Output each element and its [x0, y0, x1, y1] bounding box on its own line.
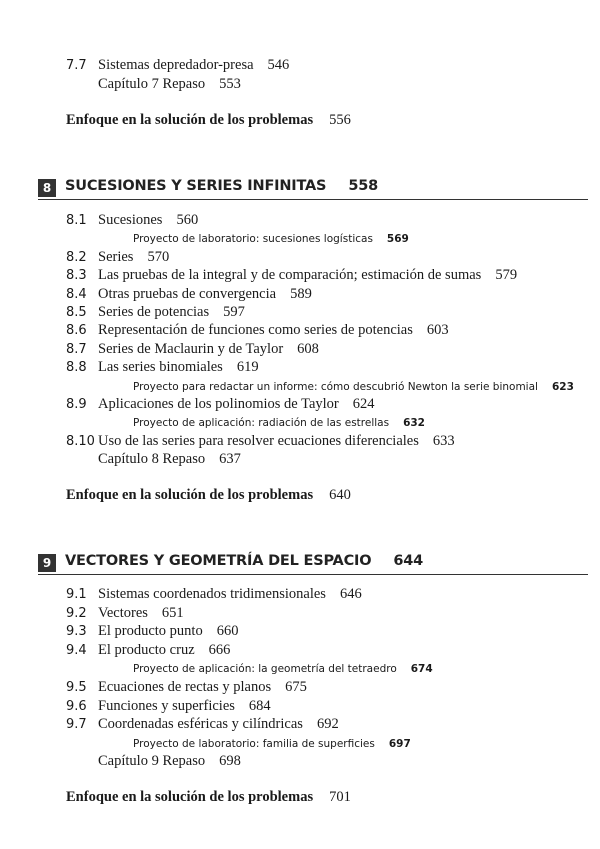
page-number: 697 — [388, 737, 411, 750]
chapter-title-text: VECTORES Y GEOMETRÍA DEL ESPACIO — [65, 553, 372, 569]
page-number: 701 — [329, 789, 351, 805]
section-number: 9.6 — [66, 698, 87, 714]
chapter-title-text: SUCESIONES Y SERIES INFINITAS — [65, 178, 327, 194]
toc-section[interactable] — [66, 697, 271, 715]
page-number: 560 — [176, 212, 199, 228]
toc-section[interactable] — [66, 211, 198, 229]
page-number: 637 — [219, 451, 241, 467]
section-number: 8.2 — [66, 249, 87, 265]
section-number: 8.1 — [66, 213, 87, 228]
section-number: 8.4 — [66, 286, 87, 302]
focus-title: Enfoque en la solución de los problemas — [66, 789, 314, 805]
chapter-9-header[interactable] — [38, 552, 588, 575]
toc-section[interactable] — [66, 340, 319, 358]
project-title: Proyecto de aplicación: la geometría del tetraedro — [133, 663, 397, 676]
toc-project[interactable] — [133, 659, 433, 677]
project-title: Proyecto de laboratorio: familia de superficies — [133, 737, 375, 750]
section-title: El producto cruz — [98, 641, 195, 658]
toc-section[interactable] — [66, 248, 169, 266]
page-number: 570 — [147, 248, 170, 265]
toc-section[interactable] — [66, 358, 259, 376]
page-number: 646 — [339, 586, 362, 602]
section-title: Vectores — [98, 604, 148, 621]
chapter-page: 558 — [348, 178, 378, 194]
section-title: Series de potencias — [98, 304, 210, 320]
chapter-title — [65, 553, 423, 569]
chapter-8-header[interactable] — [38, 177, 588, 200]
chapter-number-badge: 8 — [38, 179, 56, 197]
chapter-title — [65, 178, 378, 194]
review-title: Capítulo 9 Repaso — [98, 753, 206, 769]
chapter-number-badge: 9 — [38, 554, 56, 572]
section-title: El producto punto — [98, 623, 203, 640]
page-number: 666 — [208, 641, 231, 658]
toc-project[interactable] — [133, 734, 411, 752]
toc-project[interactable] — [133, 413, 425, 431]
section-number: 8.3 — [66, 268, 87, 284]
page-number: 698 — [219, 753, 241, 769]
section-number: 9.4 — [66, 642, 87, 658]
page-number: 684 — [248, 697, 271, 714]
page-number: 597 — [223, 304, 245, 320]
section-title: Sistemas coordenados tridimensionales — [98, 586, 326, 602]
toc-section[interactable] — [66, 715, 339, 733]
chapter-page: 644 — [393, 553, 424, 569]
toc-section[interactable] — [66, 266, 517, 284]
section-number: 8.6 — [66, 323, 87, 339]
section-number: 8.8 — [66, 360, 87, 376]
focus-title: Enfoque en la solución de los problemas — [66, 487, 314, 503]
page-number: 633 — [432, 432, 455, 449]
toc-focus-9[interactable] — [66, 788, 351, 806]
section-title: Las pruebas de la integral y de comparación; estimación de sumas — [98, 267, 482, 284]
page-number: 674 — [410, 663, 433, 676]
page-number: 556 — [329, 112, 351, 128]
review-title: Capítulo 7 Repaso — [98, 76, 206, 92]
toc-project[interactable] — [133, 377, 574, 395]
page-number: 569 — [386, 233, 409, 246]
toc-focus-8[interactable] — [66, 486, 351, 504]
page-number: 603 — [426, 322, 449, 339]
toc-review-8[interactable] — [98, 450, 241, 468]
focus-title: Enfoque en la solución de los problemas — [66, 112, 314, 128]
section-title: Sucesiones — [98, 212, 163, 228]
section-number: 8.9 — [66, 397, 87, 412]
page-number: 589 — [290, 285, 312, 302]
toc-section[interactable] — [66, 641, 230, 659]
page-number: 608 — [297, 340, 319, 357]
section-number: 8.7 — [66, 341, 87, 357]
section-title: Uso de las series para resolver ecuaciones diferenciales — [98, 432, 419, 449]
page-number: 660 — [216, 623, 239, 640]
toc-section[interactable] — [66, 622, 238, 640]
toc-section[interactable] — [66, 585, 362, 603]
page-number: 675 — [285, 679, 307, 695]
section-title: Representación de funciones como series de potencias — [98, 322, 413, 339]
page-number: 546 — [267, 57, 290, 73]
toc-section[interactable] — [66, 285, 312, 303]
section-number: 9.5 — [66, 680, 87, 695]
page-number: 624 — [352, 396, 375, 412]
section-number: 9.2 — [66, 605, 87, 621]
section-title: Otras pruebas de convergencia — [98, 285, 277, 302]
toc-section-7-7[interactable] — [66, 56, 289, 74]
toc-project[interactable] — [133, 229, 409, 247]
section-number: 9.3 — [66, 624, 87, 640]
page-number: 623 — [551, 380, 574, 393]
review-title: Capítulo 8 Repaso — [98, 451, 206, 467]
section-title: Las series binomiales — [98, 359, 223, 376]
project-title: Proyecto de laboratorio: sucesiones logísticas — [133, 233, 373, 246]
page-number: 579 — [495, 267, 518, 284]
page-number: 692 — [316, 716, 339, 733]
project-title: Proyecto para redactar un informe: cómo descubrió Newton la serie binomial — [133, 380, 538, 393]
toc-section[interactable] — [66, 432, 455, 450]
section-number: 7.7 — [66, 58, 87, 73]
page-number: 619 — [236, 359, 259, 376]
toc-review-7[interactable] — [98, 75, 241, 93]
toc-review-9[interactable] — [98, 752, 241, 770]
page-number: 640 — [329, 487, 351, 503]
page-number: 632 — [403, 417, 425, 430]
section-number: 8.5 — [66, 305, 87, 320]
toc-section[interactable] — [66, 321, 449, 339]
section-number: 9.1 — [66, 587, 87, 602]
page-number: 651 — [161, 604, 184, 621]
toc-section[interactable] — [66, 303, 245, 321]
page-number: 553 — [219, 76, 241, 92]
section-title: Sistemas depredador-presa — [98, 57, 254, 73]
section-title: Series de Maclaurin y de Taylor — [98, 340, 284, 357]
section-number: 8.10 — [66, 433, 95, 449]
section-title: Funciones y superficies — [98, 697, 235, 714]
toc-section[interactable] — [66, 604, 184, 622]
section-title: Coordenadas esféricas y cilíndricas — [98, 716, 303, 733]
toc-section[interactable] — [66, 395, 375, 413]
section-title: Series — [98, 248, 134, 265]
section-number: 9.7 — [66, 717, 87, 733]
toc-section[interactable] — [66, 678, 307, 696]
toc-focus-7[interactable] — [66, 111, 351, 129]
section-title: Ecuaciones de rectas y planos — [98, 679, 272, 695]
project-title: Proyecto de aplicación: radiación de las estrellas — [133, 417, 390, 430]
section-title: Aplicaciones de los polinomios de Taylor — [98, 396, 339, 412]
